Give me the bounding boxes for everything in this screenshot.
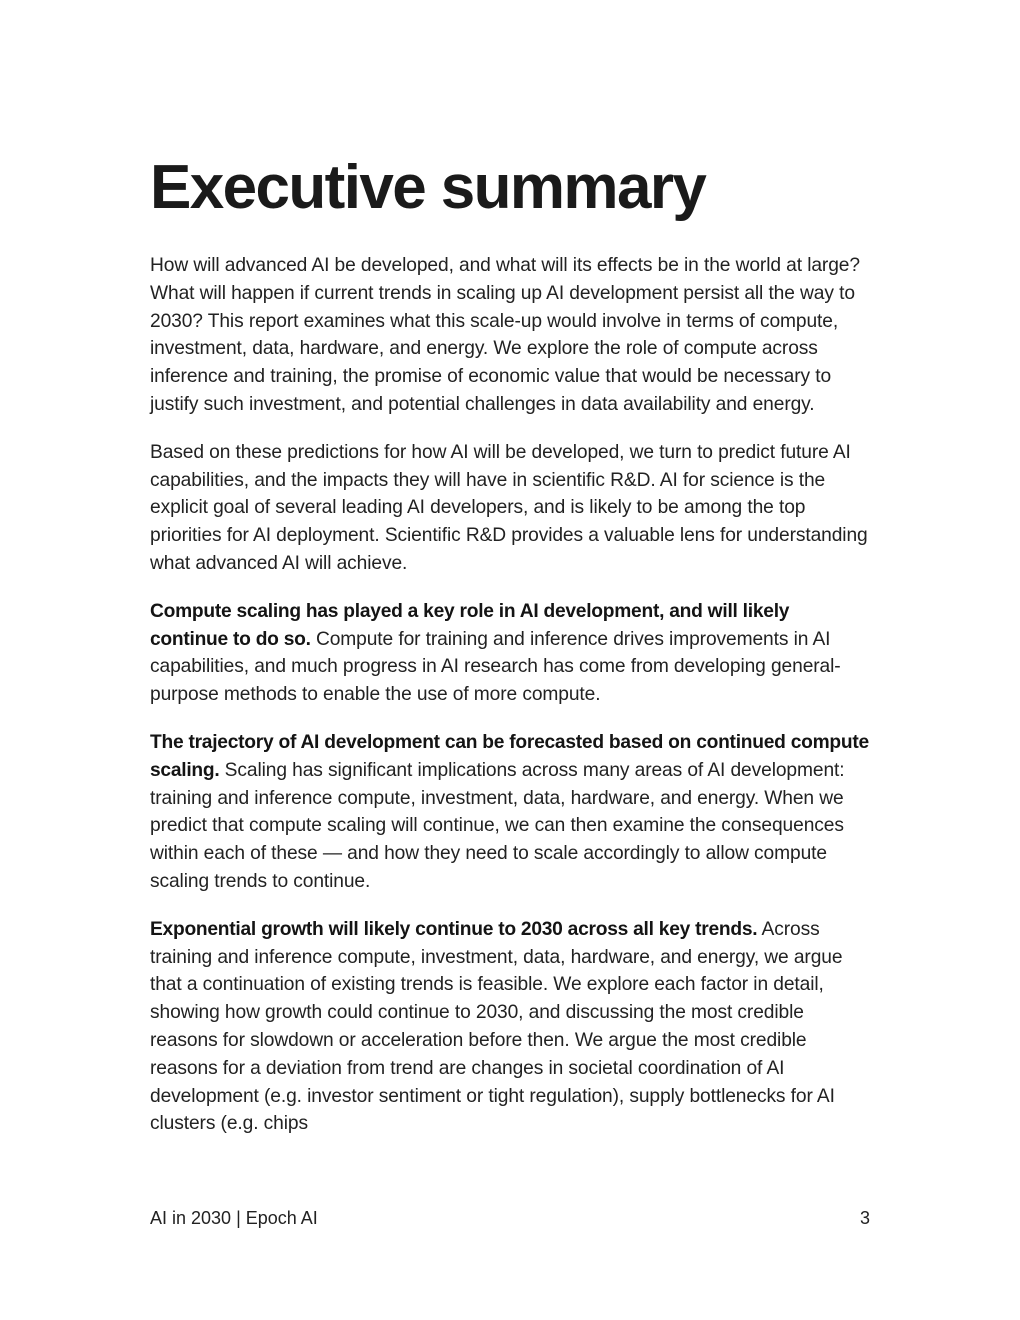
paragraph-text: Compute for training and inference drives improvements in AI capabilities, and much progress in AI research has come from developing general-purpose methods to enable the use of more compute.	[150, 628, 841, 706]
page-footer	[150, 1205, 872, 1231]
paragraph-text: How will advanced AI be developed, and what will its effects be in the world at large? What will happen if current trends in scaling up AI development persist all the way to 2030? This report examines what this scale-up would involve in terms of compute, investment, data, hardware, and energy. We explore the role of compute across inference and training, the promise of economic value that would be necessary to justify such investment, and potential challenges in data availability and energy.	[150, 255, 860, 415]
page-title: Executive summary	[150, 153, 706, 222]
footer-report-name: AI in 2030 | Epoch AI	[150, 1208, 318, 1228]
document-body	[150, 252, 872, 1138]
paragraph-text: Across training and inference compute, investment, data, hardware, and energy, we argue that a continuation of existing trends is feasible. We explore each factor in detail, showing how growth could continue to 2030, and discussing the most credible reasons for slowdown or acceleration before then. We argue the most credible reasons for a deviation from trend are changes in societal coordination of AI development (e.g. investor sentiment or tight regulation), supply bottlenecks for AI clusters (e.g. chips	[150, 918, 843, 1135]
paragraph-text: Scaling has significant implications across many areas of AI development: training and inference compute, investment, data, hardware, and energy. When we predict that compute scaling will continue, we can then examine the consequences within each of these — and how they need to scale accordingly to allow compute scaling trends to continue.	[150, 759, 845, 892]
paragraph-lead: The trajectory of AI development can be forecasted based on continued compute scaling.	[150, 731, 869, 781]
paragraph-intro	[150, 252, 872, 419]
paragraph-exponential-growth	[150, 916, 872, 1138]
document-page	[150, 148, 872, 1158]
paragraph-lead: Exponential growth will likely continue to 2030 across all key trends.	[150, 918, 758, 940]
page-number: 3	[859, 1208, 870, 1228]
paragraph-text: Based on these predictions for how AI will be developed, we turn to predict future AI capabilities, and the impacts they will have in scientific R&D. AI for science is the explicit goal of several leading AI developers, and is likely to be among the top priorities for AI deployment. Scientific R&D provides a valuable lens for understanding what advanced AI will achieve.	[150, 441, 868, 574]
paragraph-trajectory	[150, 729, 872, 896]
paragraph-compute-scaling	[150, 598, 872, 709]
paragraph-lead: Compute scaling has played a key role in AI development, and will likely continue to do so.	[150, 600, 790, 650]
paragraph-predictions	[150, 439, 872, 578]
